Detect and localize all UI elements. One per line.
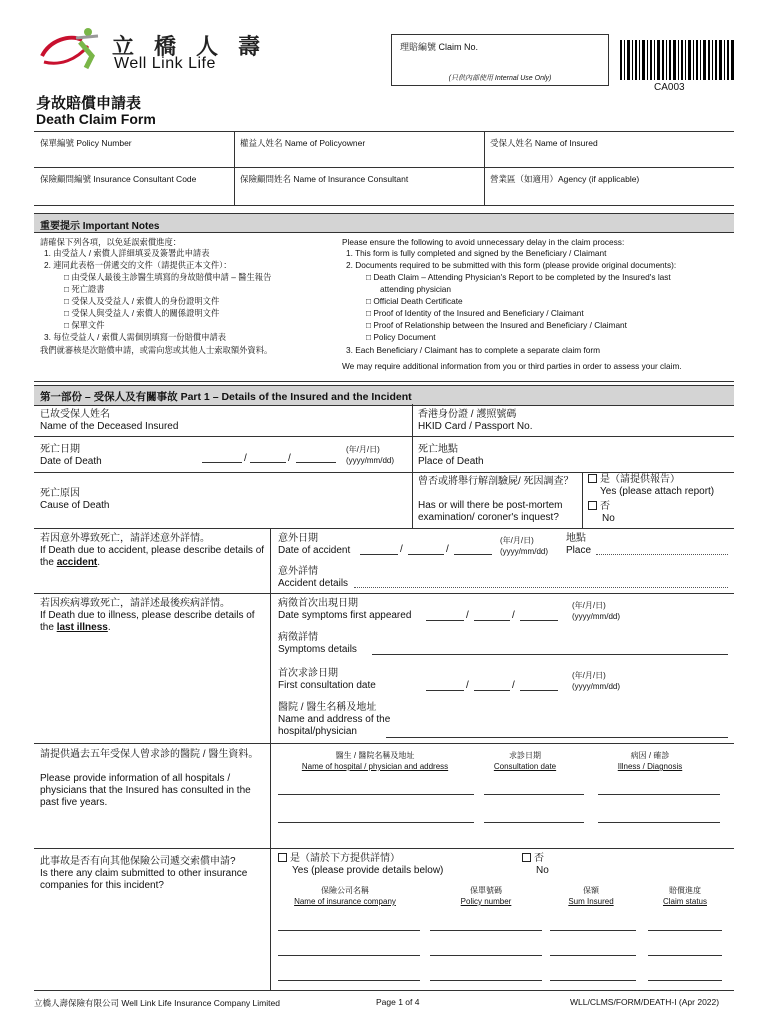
history-hospital-input[interactable] xyxy=(278,794,474,795)
accident-date-label-en: Date of accident xyxy=(278,545,351,556)
postmortem-label-en: Has or will there be post-mortem examination/ coroner's inquest? xyxy=(418,500,563,523)
consult-date-day-input[interactable] xyxy=(520,690,558,691)
consult-date-label-en: First consultation date xyxy=(278,680,376,691)
date-of-death-month-input[interactable] xyxy=(250,462,286,463)
illness-label-en: If Death due to illness, please describe details of the last illness. xyxy=(40,610,255,633)
consult-date-year-input[interactable] xyxy=(426,690,464,691)
other-status-input[interactable] xyxy=(648,930,722,931)
note-en-line: □ Proof of Identity of the Insured and Beneficiary / Claimant xyxy=(366,308,584,318)
other-sum-input[interactable] xyxy=(550,980,636,981)
note-en-line: □ Policy Document xyxy=(366,332,436,342)
consult-date-month-input[interactable] xyxy=(474,690,510,691)
accident-place-label-en: Place xyxy=(566,545,592,556)
symptom-date-day-input[interactable] xyxy=(520,620,558,621)
note-cn-line: □ 受保人及受益人 / 索償人的身份證明文件 xyxy=(64,296,220,306)
accident-details-label-cn: 意外詳情 xyxy=(278,566,318,577)
other-col-sum-en: Sum Insured xyxy=(568,897,614,906)
other-claim-yes-en: Yes (please provide details below) xyxy=(292,865,444,876)
cause-of-death-label-en: Cause of Death xyxy=(40,500,110,511)
postmortem-yes-checkbox[interactable] xyxy=(588,474,597,483)
other-col-company-cn: 保險公司名稱 xyxy=(321,886,369,895)
place-of-death-label-cn: 死亡地點 xyxy=(418,444,458,455)
row-divider xyxy=(34,743,734,744)
other-claim-label-cn: 此事故是否有向其他保險公司遞交索償申請? xyxy=(40,856,236,867)
barcode-icon xyxy=(620,40,734,80)
postmortem-no-en: No xyxy=(602,513,615,524)
claim-number-label: 理賠編號 Claim No. xyxy=(400,42,479,52)
postmortem-no-cn: 否 xyxy=(600,501,610,512)
part1-heading xyxy=(34,385,734,406)
footer-form-reference: WLL/CLMS/FORM/DEATH-I (Apr 2022) xyxy=(570,997,720,1007)
history-label-cn: 請提供過去五年受保人曾求診的醫院 / 醫生資料。 xyxy=(40,749,259,760)
history-label-en: Please provide information of all hospitals / physicians that the Insured has consulted in the past five years. xyxy=(40,773,251,808)
part1-title: 第一部份 – 受保人及有關事故 Part 1 – Details of the Insured and the Incident xyxy=(40,391,412,403)
note-cn-line: 我們就審核是次賠償申請，或需向您或其他人士索取額外資料。 xyxy=(40,345,273,355)
header-grid-divider xyxy=(234,131,235,205)
note-en-line: 1. This form is fully completed and signed by the Beneficiary / Claimant xyxy=(346,248,607,258)
deceased-name-label-en: Name of the Deceased Insured xyxy=(40,421,179,432)
other-claim-no-checkbox[interactable] xyxy=(522,853,531,862)
symptom-date-label-en: Date symptoms first appeared xyxy=(278,610,412,621)
date-format-en: (yyyy/mm/dd) xyxy=(346,456,394,465)
other-policy-input[interactable] xyxy=(430,955,542,956)
symptom-date-year-input[interactable] xyxy=(426,620,464,621)
other-col-policy-en: Policy number xyxy=(460,897,512,906)
hkid-label-cn: 香港身份證 / 護照號碼 xyxy=(418,409,517,420)
brand-name-cn: 立橋人壽 xyxy=(112,35,281,60)
other-col-status-cn: 賠償進度 xyxy=(669,886,701,895)
row-divider xyxy=(34,990,734,991)
note-cn-line: 3. 每位受益人 / 索償人需個別填寫一份賠償申請表 xyxy=(44,332,227,342)
date-of-death-label-en: Date of Death xyxy=(40,456,102,467)
date-format-cn: (年/月/日) xyxy=(572,671,606,680)
history-col-date-cn: 求診日期 xyxy=(509,751,541,760)
accident-date-year-input[interactable] xyxy=(360,554,398,555)
symptoms-label-cn: 病徵詳情 xyxy=(278,632,318,643)
date-of-death-label-cn: 死亡日期 xyxy=(40,444,80,455)
other-claim-yes-cn: 是（請於下方提供詳情） xyxy=(290,853,400,864)
important-notes-title: 重要提示 Important Notes xyxy=(40,221,160,232)
row-divider xyxy=(34,593,734,594)
postmortem-yes-option[interactable] xyxy=(588,474,680,486)
row-divider xyxy=(34,472,734,473)
claim-number-box[interactable] xyxy=(391,34,609,86)
postmortem-no-option[interactable] xyxy=(588,501,610,513)
other-company-input[interactable] xyxy=(278,980,420,981)
other-col-status-en: Claim status xyxy=(662,897,707,906)
hospital-label-cn: 醫院 / 醫生名稱及地址 xyxy=(278,702,377,713)
symptoms-label-en: Symptoms details xyxy=(278,644,357,655)
history-illness-input[interactable] xyxy=(598,822,720,823)
column-divider xyxy=(270,528,271,990)
accident-label-cn: 若因意外導致死亡，請詳述意外詳情。 xyxy=(40,533,210,544)
postmortem-no-checkbox[interactable] xyxy=(588,501,597,510)
illness-label-cn: 若因疾病導致死亡，請詳述最後疾病詳情。 xyxy=(40,598,230,609)
date-format-cn: (年/月/日) xyxy=(346,445,380,454)
accident-label-text: If Death due to accident, please describe details of the xyxy=(40,545,265,568)
accident-date-month-input[interactable] xyxy=(408,554,444,555)
footer-company: 立橋人壽保險有限公司 Well Link Life Insurance Company Limited xyxy=(34,998,280,1008)
agency-field[interactable]: 營業區（如適用）Agency (if applicable) xyxy=(490,174,640,184)
header-grid-bottom xyxy=(34,205,734,206)
form-title-en: Death Claim Form xyxy=(36,111,156,127)
history-date-input[interactable] xyxy=(484,822,584,823)
accident-label-en: If Death due to accident, please describe details of the accident. xyxy=(40,545,265,568)
symptom-date-label-cn: 病徵首次出現日期 xyxy=(278,598,358,609)
note-cn-line: □ 保單文件 xyxy=(64,320,105,330)
history-col-hospital-cn: 醫生 / 醫院名稱及地址 xyxy=(335,751,415,760)
note-en-line: □ Official Death Certificate xyxy=(366,296,463,306)
other-claim-yes-checkbox[interactable] xyxy=(278,853,287,862)
row-divider xyxy=(34,528,734,529)
policy-number-field[interactable]: 保單編號 Policy Number xyxy=(40,138,132,148)
other-claim-no-option[interactable] xyxy=(522,853,544,865)
postmortem-yes-cn: 是（請提供報告） xyxy=(600,474,680,485)
cell-divider xyxy=(412,472,413,528)
other-company-input[interactable] xyxy=(278,930,420,931)
note-en-line: We may require additional information from you or third parties in order to assess your claim. xyxy=(342,361,682,371)
important-notes-heading xyxy=(34,213,734,233)
accident-place-label-cn: 地點 xyxy=(566,533,586,544)
date-of-death-day-input[interactable] xyxy=(296,462,336,463)
date-format-cn: (年/月/日) xyxy=(572,601,606,610)
history-col-hospital-en: Name of hospital / physician and address xyxy=(301,762,449,771)
footer-page-number: Page 1 of 4 xyxy=(376,997,420,1007)
form-code: CA003 xyxy=(654,82,685,93)
note-cn-line: □ 由受保人最後主診醫生填寫的身故賠償申請 – 醫生報告 xyxy=(64,272,272,282)
other-sum-input[interactable] xyxy=(550,930,636,931)
history-date-input[interactable] xyxy=(484,794,584,795)
other-claim-yes-option[interactable] xyxy=(278,853,400,865)
brand-logo-icon xyxy=(36,26,104,70)
other-status-input[interactable] xyxy=(648,980,722,981)
note-cn-line: 1. 由受益人 / 索償人詳細填妥及簽署此申請表 xyxy=(44,248,210,258)
policyowner-name-field[interactable]: 權益人姓名 Name of Policyowner xyxy=(240,138,366,148)
note-en-line: 3. Each Beneficiary / Claimant has to complete a separate claim form xyxy=(346,345,601,355)
date-format-en: (yyyy/mm/dd) xyxy=(572,682,620,691)
other-col-company-en: Name of insurance company xyxy=(294,897,396,906)
note-cn-line: 2. 連同此表格一併遞交的文件（請提供正本文件）： xyxy=(44,260,232,270)
cell-divider xyxy=(412,436,413,472)
postmortem-label-cn: 曾否或將舉行解剖驗屍/ 死因調查？ xyxy=(418,476,574,487)
hospital-input[interactable] xyxy=(386,737,728,738)
insured-name-field[interactable]: 受保人姓名 Name of Insured xyxy=(490,138,598,148)
history-col-illness-cn: 病因 / 確診 xyxy=(630,751,670,760)
place-of-death-label-en: Place of Death xyxy=(418,456,484,467)
note-en-line: attending physician xyxy=(380,284,452,294)
date-format-en: (yyyy/mm/dd) xyxy=(500,547,548,556)
row-divider xyxy=(34,848,734,849)
cell-divider xyxy=(412,404,413,436)
illness-label-text: If Death due to illness, please describe details of the xyxy=(40,610,255,633)
postmortem-yes-en: Yes (please attach report) xyxy=(600,486,715,497)
consult-date-label-cn: 首次求診日期 xyxy=(278,668,338,679)
cell-divider xyxy=(582,472,583,528)
other-col-policy-cn: 保單號碼 xyxy=(470,886,502,895)
note-en-line: 2. Documents required to be submitted with this form (please provide original documents): xyxy=(346,260,677,270)
date-format-en: (yyyy/mm/dd) xyxy=(572,612,620,621)
date-format-cn: (年/月/日) xyxy=(500,536,534,545)
other-claim-no-en: No xyxy=(536,865,549,876)
accident-details-input[interactable] xyxy=(354,587,728,588)
header-grid-mid xyxy=(34,167,734,168)
other-policy-input[interactable] xyxy=(430,930,542,931)
other-sum-input[interactable] xyxy=(550,955,636,956)
row-divider xyxy=(34,436,734,437)
internal-use-note: (只供內部使用 Internal Use Only) xyxy=(448,75,552,82)
history-col-date-en: Consultation date xyxy=(493,762,557,771)
illness-keyword: last illness xyxy=(56,622,108,633)
note-en-line: Please ensure the following to avoid unnecessary delay in the claim process: xyxy=(342,237,625,247)
other-policy-input[interactable] xyxy=(430,980,542,981)
other-status-input[interactable] xyxy=(648,955,722,956)
note-en-line: □ Proof of Relationship between the Insured and Beneficiary / Claimant xyxy=(366,320,627,330)
deceased-name-label-cn: 已故受保人姓名 xyxy=(40,409,110,420)
other-company-input[interactable] xyxy=(278,955,420,956)
consultant-code-field[interactable]: 保險顧問編號 Insurance Consultant Code xyxy=(40,174,197,184)
symptom-date-month-input[interactable] xyxy=(474,620,510,621)
date-of-death-year-input[interactable] xyxy=(202,462,242,463)
hkid-label-en: HKID Card / Passport No. xyxy=(418,421,533,432)
header-grid-top xyxy=(34,131,734,132)
other-col-sum-cn: 保額 xyxy=(583,886,599,895)
hospital-label-en: Name and address of the hospital/physician xyxy=(278,714,391,737)
note-cn-line: □ 死亡證書 xyxy=(64,284,105,294)
other-claim-no-cn: 否 xyxy=(534,853,544,864)
consultant-name-field[interactable]: 保險顧問姓名 Name of Insurance Consultant xyxy=(240,174,409,184)
other-claim-label-en: Is there any claim submitted to other insurance companies for this incident? xyxy=(40,868,248,891)
header-grid-divider xyxy=(484,131,485,205)
history-hospital-input[interactable] xyxy=(278,822,474,823)
symptoms-input[interactable] xyxy=(372,654,728,655)
accident-place-input[interactable] xyxy=(596,554,728,555)
accident-keyword: accident xyxy=(56,557,98,568)
note-cn-line: 請確保下列各項，以免延誤索償進度： xyxy=(40,237,182,247)
accident-date-day-input[interactable] xyxy=(454,554,492,555)
note-en-line: □ Death Claim – Attending Physician's Report to be completed by the Insured's last xyxy=(366,272,671,282)
accident-details-label-en: Accident details xyxy=(278,578,349,589)
important-notes-body xyxy=(34,231,734,382)
history-illness-input[interactable] xyxy=(598,794,720,795)
cause-of-death-label-cn: 死亡原因 xyxy=(40,488,80,499)
note-cn-line: □ 受保人與受益人 / 索償人的關係證明文件 xyxy=(64,308,220,318)
history-col-illness-en: Illness / Diagnosis xyxy=(617,762,683,771)
brand-name-en: Well Link Life xyxy=(114,55,216,72)
form-title-cn: 身故賠償申請表 xyxy=(36,94,142,112)
accident-date-label-cn: 意外日期 xyxy=(278,533,318,544)
